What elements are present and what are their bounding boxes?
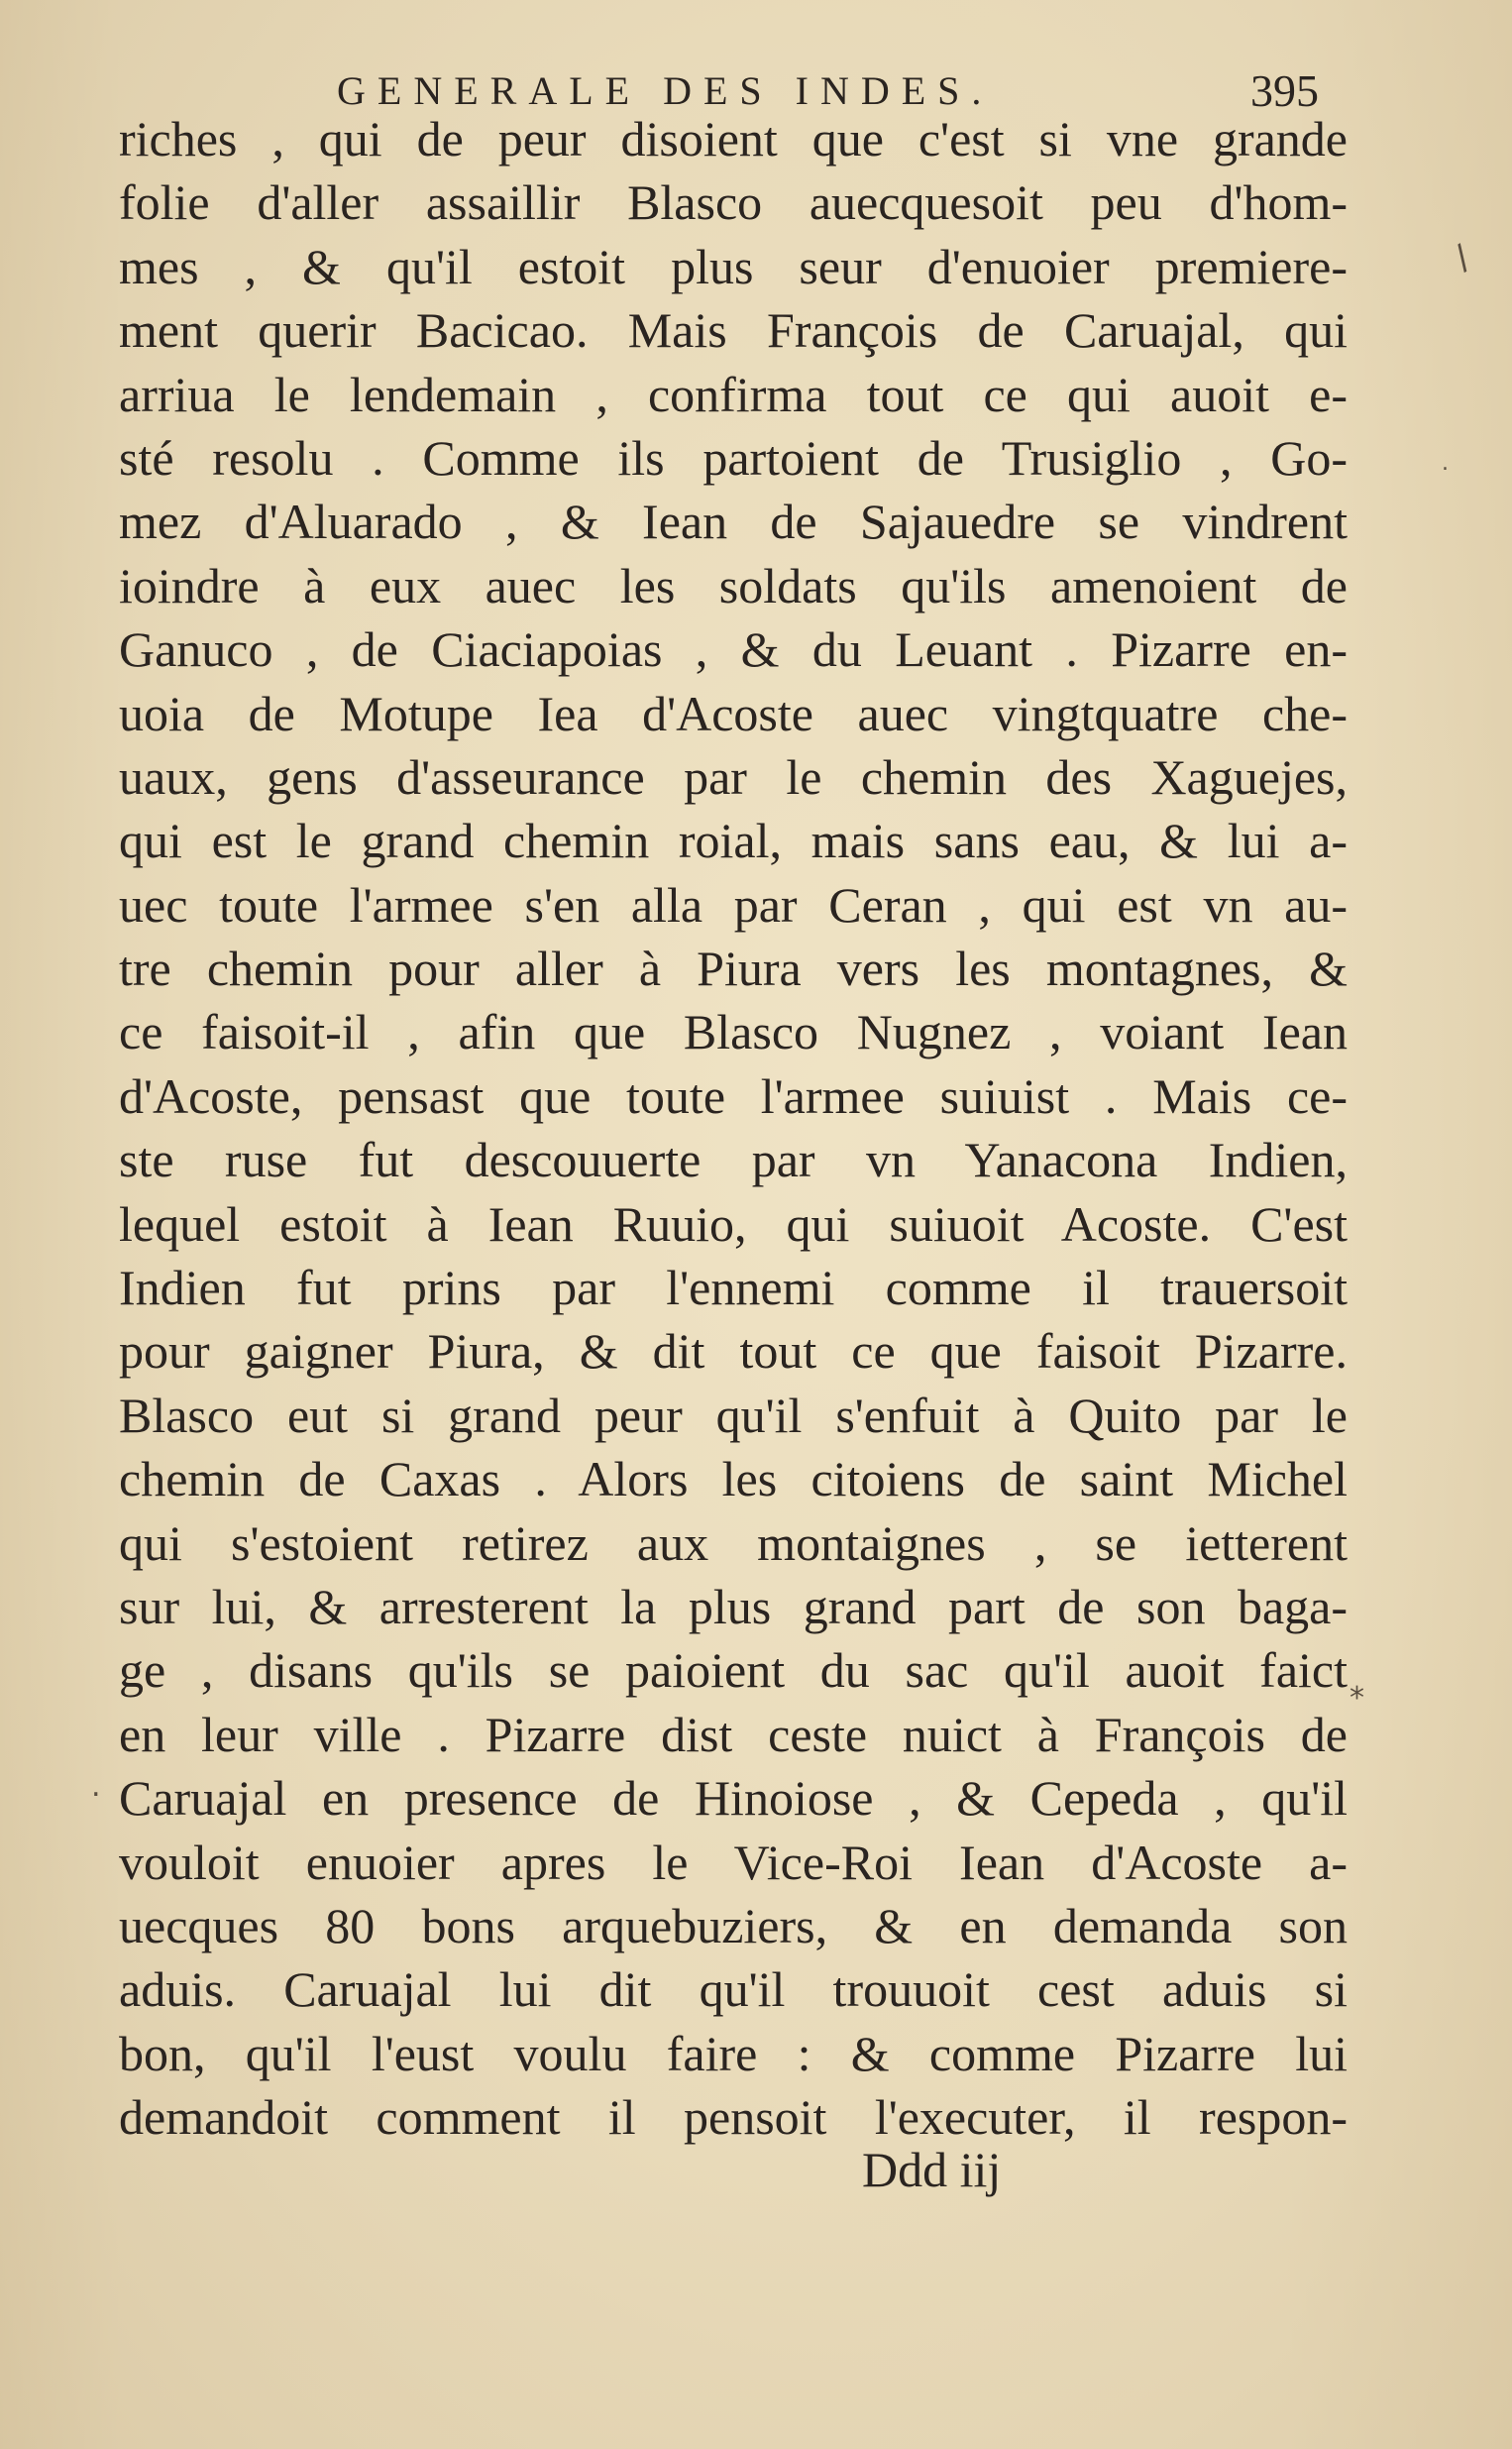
text-line: riches , qui de peur disoient que c'est si vne grande bbox=[119, 111, 1348, 167]
text-line: Caruajal en presence de Hinoiose , & Cepeda , qu'il bbox=[119, 1770, 1348, 1827]
text-line: uecques 80 bons arquebuziers, & en demanda son bbox=[119, 1897, 1348, 1953]
text-line: mez d'Aluarado , & Iean de Sajauedre se vindrent bbox=[119, 494, 1348, 550]
text-line: arriua le lendemain , confirma tout ce qui auoit e- bbox=[119, 366, 1348, 422]
text-line: aduis. Caruajal lui dit qu'il trouuoit cest aduis si bbox=[119, 1961, 1348, 2018]
text-line: uec toute l'armee s'en alla par Ceran , qui est vn au- bbox=[119, 876, 1348, 933]
text-line: qui s'estoient retirez aux montaignes , se ietterent bbox=[119, 1514, 1348, 1571]
text-line: uaux, gens d'asseurance par le chemin des Xaguejes, bbox=[119, 748, 1348, 805]
text-line: pour gaigner Piura, & dit tout ce que faisoit Pizarre. bbox=[119, 1323, 1348, 1380]
running-title: GENERALE DES INDES. bbox=[337, 68, 994, 113]
text-line: ment querir Bacicao. Mais François de Caruajal, qui bbox=[119, 302, 1348, 359]
text-line: folie d'aller assaillir Blasco auecquesoit peu d'hom- bbox=[119, 174, 1348, 231]
text-line: en leur ville . Pizarre dist ceste nuict à François de bbox=[119, 1706, 1348, 1762]
text-line: demandoit comment il pensoit l'executer, il respon- bbox=[119, 2089, 1348, 2146]
text-line: Ganuco , de Ciaciapoias , & du Leuant . Pizarre en- bbox=[119, 621, 1348, 678]
text-line: uoia de Motupe Iea d'Acoste auec vingtquatre che- bbox=[119, 685, 1348, 741]
text-line: Blasco eut si grand peur qu'il s'enfuit à Quito par le bbox=[119, 1387, 1348, 1443]
text-line: chemin de Caxas . Alors les citoiens de saint Michel bbox=[119, 1451, 1348, 1507]
body-text bbox=[119, 107, 1348, 2150]
text-line: d'Acoste, pensast que toute l'armee suiuist . Mais ce- bbox=[119, 1067, 1348, 1124]
margin-stroke-mark: / bbox=[1447, 237, 1477, 278]
text-line: sté resolu . Comme ils partoient de Trusiglio , Go- bbox=[119, 429, 1348, 486]
text-line: sur lui, & arresterent la plus grand part de son baga- bbox=[119, 1578, 1348, 1634]
text-line: ge , disans qu'ils se paioient du sac qu'il auoit faict bbox=[119, 1642, 1348, 1699]
margin-asterisk-mark: * bbox=[1350, 1681, 1364, 1716]
text-line: mes , & qu'il estoit plus seur d'enuoier premiere- bbox=[119, 238, 1348, 294]
margin-dot-mark: . bbox=[91, 1769, 101, 1804]
text-line: ioindre à eux auec les soldats qu'ils amenoient de bbox=[119, 557, 1348, 613]
text-line: ste ruse fut descouuerte par vn Yanacona Indien, bbox=[119, 1132, 1348, 1188]
text-line: ce faisoit-il , afin que Blasco Nugnez , voiant Iean bbox=[119, 1004, 1348, 1060]
text-line: Indien fut prins par l'ennemi comme il trauersoit bbox=[119, 1260, 1348, 1316]
text-line: vouloit enuoier apres le Vice-Roi Iean d'Acoste a- bbox=[119, 1834, 1348, 1890]
signature-mark: Ddd iij bbox=[862, 2142, 1002, 2197]
text-line: qui est le grand chemin roial, mais sans eau, & lui a- bbox=[119, 813, 1348, 869]
text-line: bon, qu'il l'eust voulu faire : & comme Pizarre lui bbox=[119, 2025, 1348, 2081]
page-number: 395 bbox=[1250, 65, 1319, 116]
text-line: tre chemin pour aller à Piura vers les montagnes, & bbox=[119, 941, 1348, 997]
margin-dot-mark: . bbox=[1442, 451, 1449, 476]
text-line: lequel estoit à Iean Ruuio, qui suiuoit Acoste. C'est bbox=[119, 1195, 1348, 1252]
